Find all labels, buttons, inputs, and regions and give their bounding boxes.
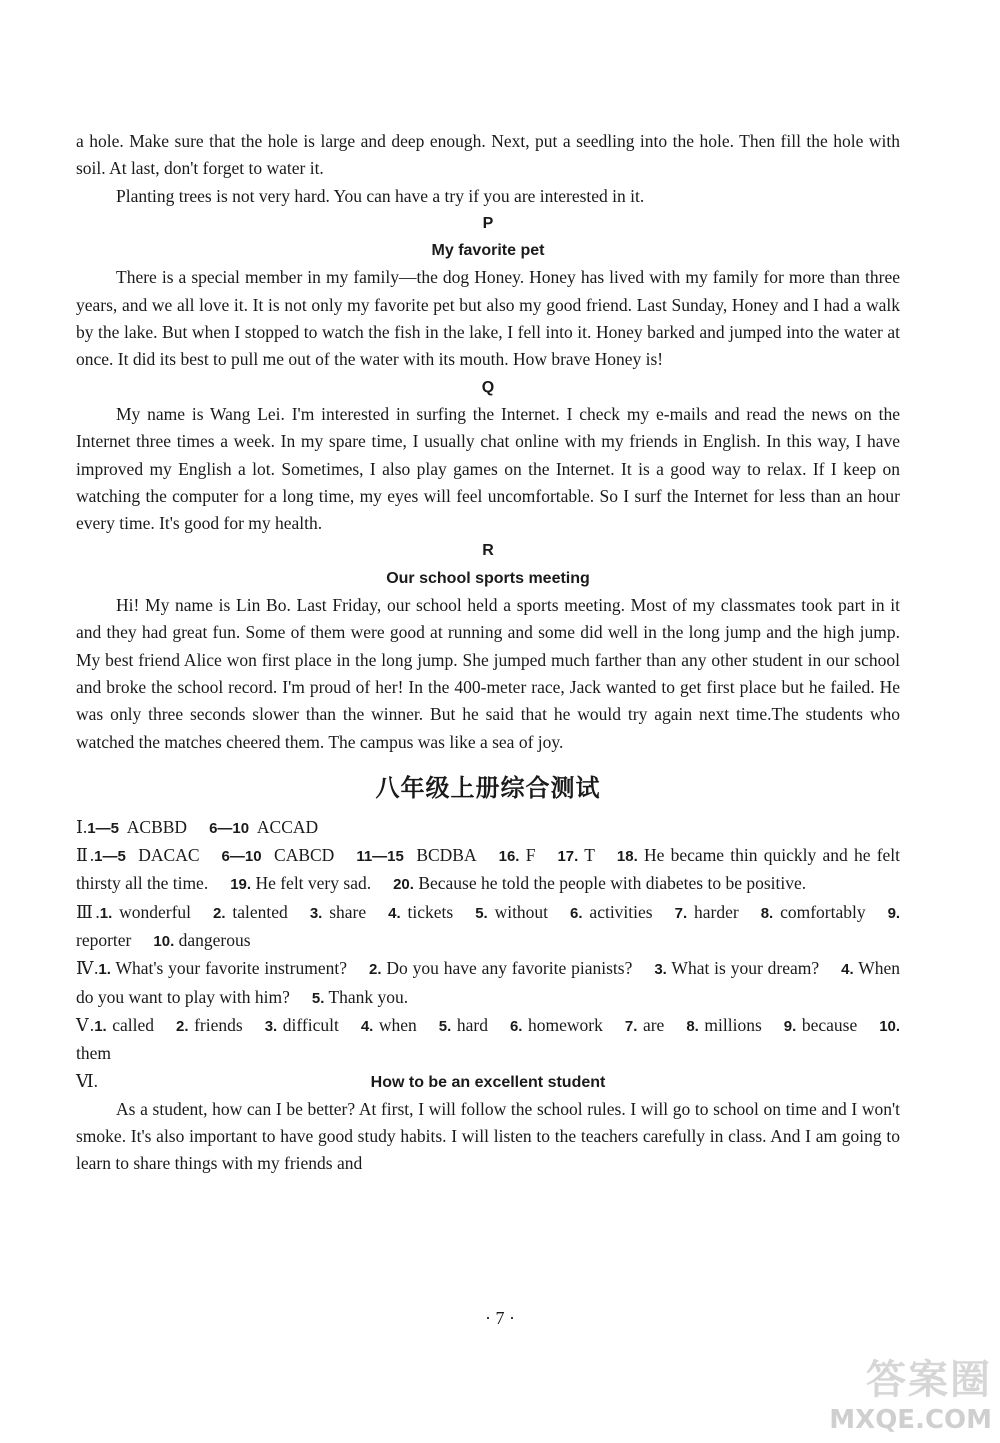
answer-value: What is your dream? (671, 958, 820, 979)
item-number: 6. (509, 1017, 523, 1035)
answer-section-4 (76, 955, 900, 1012)
answer-value: hard (456, 1014, 488, 1035)
item-number: 5. (475, 904, 488, 922)
answer-value: DACAC (138, 845, 200, 866)
section-title: 八年级上册综合测试 (375, 773, 601, 802)
answer-value: dangerous (178, 930, 251, 951)
answer-value: activities (589, 901, 653, 922)
item-number: 20. (393, 876, 414, 894)
item-number: 1. (94, 1017, 107, 1035)
item-number: 3. (309, 904, 323, 922)
range-label: 1—5 (94, 848, 126, 866)
answer-value: called (112, 1014, 155, 1035)
answer-value: share (329, 901, 367, 922)
answer-value: He became thin quickly and he felt thirsty all the time. (76, 845, 901, 894)
answer-value: He felt very sad. (255, 873, 372, 894)
item-number: 4. (360, 1017, 374, 1035)
item-number: 5. (311, 989, 325, 1007)
item-number: 8. (760, 904, 774, 922)
answer-value: Thank you. (328, 986, 409, 1007)
answer-value: tickets (407, 901, 454, 922)
answer-value: Do you have any favorite pianists? (386, 958, 633, 979)
watermark-bottom: MXQE.COM (829, 1405, 992, 1435)
item-number: 1. (98, 961, 111, 979)
answer-value: wonderful (119, 901, 192, 922)
essay-vi-title: How to be an excellent student (370, 1073, 606, 1091)
item-number: 10. (153, 933, 175, 951)
essay-p-body: There is a special member in my family—the dog Honey. Honey has lived with my family for more than three years, and we all love it. It is not only my favorite pet but also my good friend. Last Sunday, Honey and I had a walk by the lake. But when I stopped to watch the fish in the lake, I fell into it. Honey barked and jumped into the water at once. It did its best to pull me out of the water with its mouth. How brave Honey is! (76, 267, 900, 370)
answer-value: homework (528, 1014, 603, 1035)
item-number: 16. (498, 848, 520, 866)
range-label: 11—15 (356, 848, 404, 866)
item-number: 17. (557, 848, 579, 866)
range-label: 6—10 (221, 848, 262, 866)
section-number: Ⅵ. (76, 1070, 98, 1091)
item-number: 7. (624, 1017, 638, 1035)
range-label: 6—10 (209, 819, 250, 837)
answer-value: F (525, 845, 536, 866)
answer-value: ACCAD (256, 816, 319, 837)
answer-value: are (642, 1014, 665, 1035)
answer-value: CABCD (274, 845, 335, 866)
answer-section-1 (76, 814, 900, 842)
answer-section-2 (76, 842, 900, 899)
range-label: 1—5 (87, 819, 119, 837)
essay-q-letter: Q (481, 378, 495, 396)
section-number: Ⅱ. (76, 845, 95, 866)
answer-value: without (494, 901, 549, 922)
answer-value: because (801, 1014, 858, 1035)
answer-value: BCDBA (416, 845, 477, 866)
answer-value: millions (704, 1014, 762, 1035)
answer-value: talented (232, 901, 288, 922)
essay-q-body: My name is Wang Lei. I'm interested in surfing the Internet. I check my e-mails and read the news on the Internet three times a week. In my spare time, I usually chat online with my friends in English. In this way, I have improved my English a lot. Sometimes, I also play games on the Internet. It is a good way to relax. If I keep on watching the computer for a long time, my eyes will feel uncomfortable. So I surf the Internet for less than an hour every time. It's good for my health. (76, 403, 900, 534)
answer-value: friends (194, 1014, 243, 1035)
item-number: 7. (674, 904, 688, 922)
answer-value: difficult (282, 1014, 339, 1035)
answer-section-6-heading (76, 1068, 900, 1096)
item-number: 18. (616, 848, 638, 866)
item-number: 3. (654, 961, 667, 979)
page-number: · 7 · (485, 1308, 515, 1328)
intro-paragraph: a hole. Make sure that the hole is large and deep enough. Next, put a seedling into the hole. Then fill the hole with soil. At last, don't forget to water it. (76, 131, 900, 179)
answer-value: When do you want to play with him? (76, 958, 901, 1007)
watermark-top: 答案圈 (866, 1357, 992, 1403)
watermark-logo (829, 1348, 992, 1435)
answer-section-3 (76, 899, 900, 956)
item-number: 19. (230, 876, 252, 894)
answer-value: reporter (76, 930, 132, 951)
answer-value: ACBBD (126, 816, 188, 837)
answer-section-5 (76, 1012, 900, 1068)
item-number: 2. (176, 1017, 189, 1035)
item-number: 3. (264, 1017, 278, 1035)
item-number: 4. (388, 904, 401, 922)
item-number: 4. (841, 961, 854, 979)
answer-value: them (76, 1043, 111, 1064)
section-number: Ⅲ. (76, 901, 100, 922)
item-number: 9. (887, 904, 901, 922)
answer-value: comfortably (780, 901, 866, 922)
section-number: Ⅴ. (76, 1014, 95, 1035)
answer-value: when (378, 1014, 417, 1035)
essay-p-letter: P (482, 214, 494, 232)
item-number: 9. (783, 1017, 797, 1035)
page-content (76, 128, 900, 1178)
essay-r-body: Hi! My name is Lin Bo. Last Friday, our school held a sports meeting. Most of my classmates took part in it and they had great fun. Some of them were good at running and some did well in the long jump and the high jump. My best friend Alice won first place in the long jump. She jumped much farther than any other student in our school and broke the school record. I'm proud of her! In the 400-meter race, Jack wanted to get first place but he failed. He was only three seconds slower than the winner. But he said that he would try again next time.The students who watched the matches cheered them. The campus was like a sea of joy. (76, 595, 900, 752)
item-number: 8. (686, 1017, 699, 1035)
essay-vi-body: As a student, how can I be better? At first, I will follow the school rules. I will go to school on time and I won't smoke. It's also important to have good study habits. I will listen to the teachers carefully in class. And I am going to learn to share things with my friends and (76, 1098, 900, 1174)
item-number: 10. (879, 1017, 901, 1035)
intro-closing: Planting trees is not very hard. You can have a try if you are interested in it. (116, 185, 645, 206)
answer-value: harder (693, 901, 739, 922)
essay-r-title: Our school sports meeting (386, 569, 590, 587)
answer-value: T (584, 845, 595, 866)
item-number: 6. (570, 904, 583, 922)
item-number: 1. (99, 904, 113, 922)
item-number: 5. (438, 1017, 452, 1035)
section-number: Ⅳ. (76, 958, 99, 979)
item-number: 2. (213, 904, 226, 922)
answer-value: Because he told the people with diabetes to be positive. (418, 873, 807, 894)
essay-r-letter: R (482, 542, 494, 560)
item-number: 2. (369, 961, 382, 979)
essay-p-title: My favorite pet (431, 242, 545, 260)
section-number: Ⅰ. (76, 816, 88, 837)
answer-value: What's your favorite instrument? (115, 958, 348, 979)
